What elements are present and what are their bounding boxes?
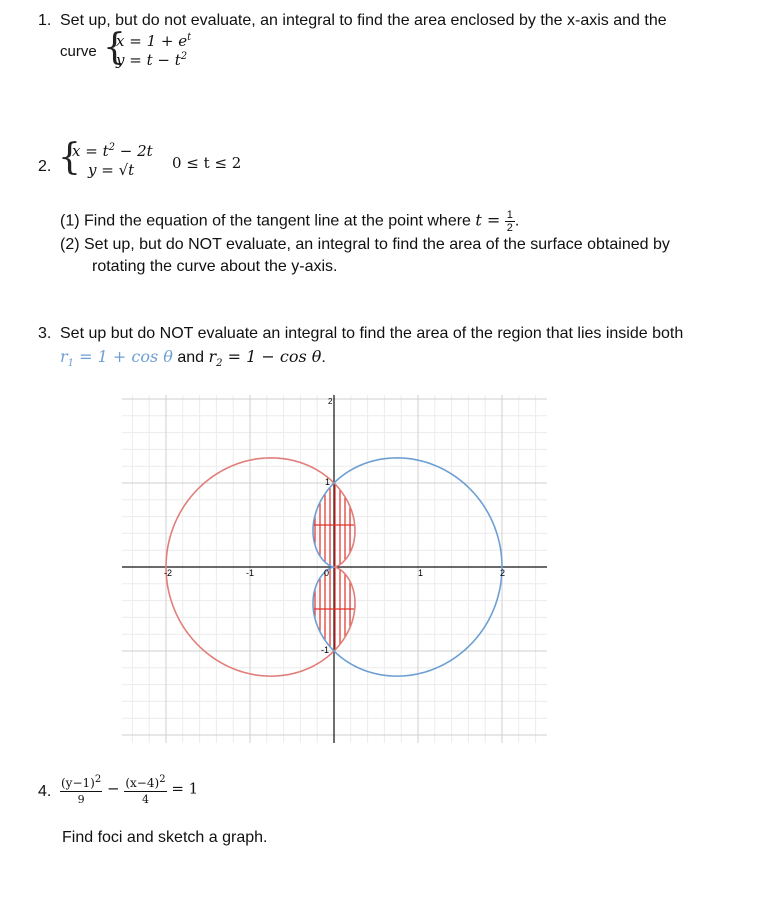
x-tick-2: 2 [500, 568, 506, 578]
problem-2-range: 0 ≤ t ≤ 2 [172, 154, 242, 172]
problem-2-part-2-line-2: rotating the curve about the y-axis. [92, 258, 338, 275]
problem-1-text: Set up, but do not evaluate, an integral to find the area enclosed by the x-axis and the [60, 12, 667, 29]
problem-4-instruction: Find foci and sketch a graph. [62, 829, 268, 846]
x-tick-1: 1 [418, 568, 424, 578]
problem-3-number: 3. [38, 325, 52, 342]
y-tick-2-partial: 2 [328, 397, 333, 406]
problem-2-part-1: (1) Find the equation of the tangent line at the point where t = $\frac{1}{2}$ . [60, 209, 520, 234]
problem-2-eq-y: y = √t [88, 161, 135, 179]
problem-3-text: Set up but do NOT evaluate an integral to find the area of the region that lies inside both [60, 325, 684, 342]
problem-1-eq-x: $x = 1 + e^t$ [116, 32, 192, 50]
problem-3-equations: $r_1 = 1 + \cos \theta$ and $r_2 = 1 - \cos \theta$. [60, 347, 326, 370]
problem-1-number: 1. [38, 12, 52, 29]
y-tick-1: 1 [325, 477, 331, 487]
y-tick-neg1: -1 [321, 645, 330, 655]
x-tick-neg1: -1 [246, 568, 255, 578]
problem-4-equation: $\frac{(y-1)^2}{9}$ − $\frac{(x-4)^2}{4}$ = 1 [61, 774, 199, 806]
problem-4-number: 4. [38, 783, 52, 800]
x-tick-neg2: -2 [164, 568, 173, 578]
problem-2-brace: { [58, 137, 81, 178]
problem-2-number: 2. [38, 158, 52, 175]
problem-2-part-2-line-1: (2) Set up, but do NOT evaluate, an integral to find the area of the surface obtained by [60, 236, 670, 253]
x-tick-0: 0 [324, 568, 330, 578]
problem-1-eq-y: $y = t - t^2$ [116, 51, 188, 69]
problem-2-eq-x: $x = t^2 - 2t$ [72, 142, 153, 160]
problem-1-brace: { [103, 27, 126, 68]
problem-1-curve-label: curve [60, 43, 97, 60]
